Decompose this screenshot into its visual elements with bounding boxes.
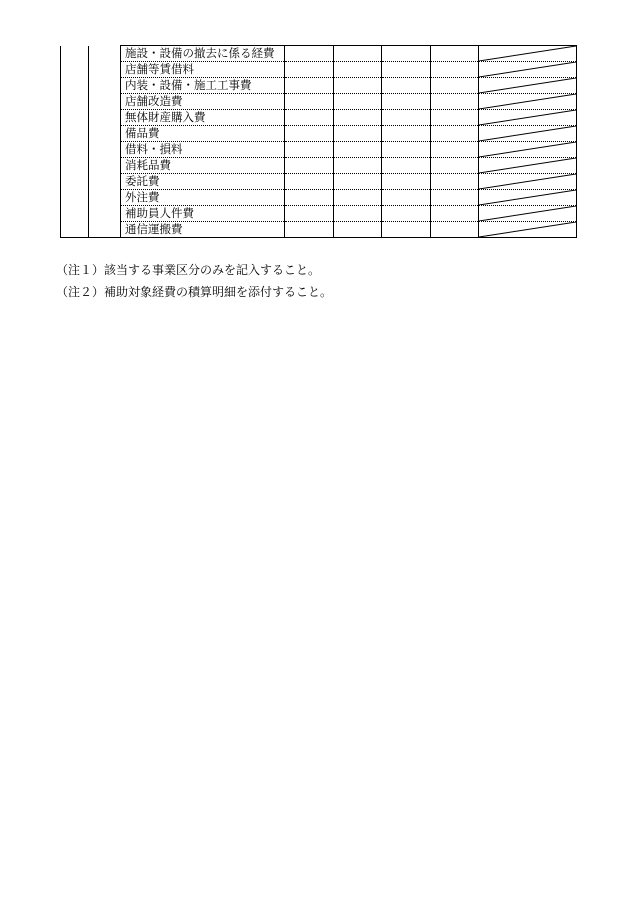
diagonal-cell [479,206,577,222]
table-row [61,126,577,142]
diagonal-cell [479,222,577,238]
subcategory-cell [89,46,121,62]
amount-cell[interactable] [285,174,334,190]
expense-label: 消耗品費 [121,158,285,174]
expense-label: 借料・損料 [121,142,285,158]
diagonal-line [479,190,576,205]
category-cell [61,62,89,78]
table-row [61,158,577,174]
amount-cell[interactable] [334,222,382,238]
diagonal-cell [479,46,577,62]
amount-cell[interactable] [431,190,479,206]
amount-cell[interactable] [431,126,479,142]
diagonal-cell [479,94,577,110]
category-cell [61,94,89,110]
subcategory-cell [89,190,121,206]
expense-label: 内装・設備・施工工事費 [121,78,285,94]
subcategory-cell [89,142,121,158]
diagonal-line [479,78,576,93]
amount-cell[interactable] [334,94,382,110]
subcategory-cell [89,94,121,110]
diagonal-line [479,110,576,125]
amount-cell[interactable] [334,46,382,62]
expense-label: 委託費 [121,174,285,190]
amount-cell[interactable] [285,126,334,142]
amount-cell[interactable] [285,142,334,158]
amount-cell[interactable] [285,190,334,206]
amount-cell[interactable] [382,46,431,62]
category-cell [61,78,89,94]
diagonal-line [479,126,576,141]
table-row [61,174,577,190]
expense-label: 無体財産購入費 [121,110,285,126]
expense-table [60,45,577,238]
amount-cell[interactable] [431,222,479,238]
notes [56,259,332,303]
expense-table-section [60,45,577,238]
diagonal-line [479,158,576,173]
category-cell [61,46,89,62]
amount-cell[interactable] [285,110,334,126]
diagonal-cell [479,158,577,174]
category-cell [61,190,89,206]
subcategory-cell [89,110,121,126]
amount-cell[interactable] [382,158,431,174]
diagonal-cell [479,126,577,142]
expense-label: 施設・設備の撤去に係る経費 [121,46,285,62]
amount-cell[interactable] [334,206,382,222]
amount-cell[interactable] [382,190,431,206]
amount-cell[interactable] [285,158,334,174]
amount-cell[interactable] [382,142,431,158]
table-row [61,190,577,206]
category-cell [61,142,89,158]
amount-cell[interactable] [431,78,479,94]
amount-cell[interactable] [285,78,334,94]
table-row [61,142,577,158]
expense-label: 店舗等賃借料 [121,62,285,78]
diagonal-cell [479,190,577,206]
amount-cell[interactable] [334,142,382,158]
diagonal-line [479,174,576,189]
table-row [61,94,577,110]
subcategory-cell [89,206,121,222]
amount-cell[interactable] [431,62,479,78]
category-cell [61,158,89,174]
category-cell [61,222,89,238]
amount-cell[interactable] [285,62,334,78]
diagonal-cell [479,110,577,126]
category-cell [61,110,89,126]
amount-cell[interactable] [382,174,431,190]
amount-cell[interactable] [431,142,479,158]
amount-cell[interactable] [431,46,479,62]
table-row [61,46,577,62]
amount-cell[interactable] [334,126,382,142]
amount-cell[interactable] [431,158,479,174]
amount-cell[interactable] [382,126,431,142]
note-2: （注２）補助対象経費の積算明細を添付すること。 [56,285,333,299]
expense-label: 備品費 [121,126,285,142]
amount-cell[interactable] [382,62,431,78]
subcategory-cell [89,174,121,190]
category-cell [61,126,89,142]
table-row [61,222,577,238]
diagonal-line [479,222,576,237]
amount-cell[interactable] [334,158,382,174]
subcategory-cell [89,62,121,78]
diagonal-cell [479,62,577,78]
amount-cell[interactable] [285,46,334,62]
diagonal-line [479,206,576,221]
amount-cell[interactable] [431,94,479,110]
diagonal-line [479,94,576,109]
diagonal-line [479,46,576,61]
amount-cell[interactable] [334,78,382,94]
amount-cell[interactable] [431,110,479,126]
amount-cell[interactable] [334,110,382,126]
amount-cell[interactable] [285,222,334,238]
diagonal-cell [479,142,577,158]
table-row [61,78,577,94]
table-row [61,206,577,222]
subcategory-cell [89,158,121,174]
subcategory-cell [89,222,121,238]
amount-cell[interactable] [382,222,431,238]
table-row [61,62,577,78]
amount-cell[interactable] [334,190,382,206]
note-1: （注１）該当する事業区分のみを記入すること。 [56,263,321,277]
subcategory-cell [89,126,121,142]
subcategory-cell [89,78,121,94]
category-cell [61,174,89,190]
diagonal-line [479,142,576,157]
amount-cell[interactable] [382,110,431,126]
amount-cell[interactable] [285,94,334,110]
amount-cell[interactable] [431,174,479,190]
amount-cell[interactable] [431,206,479,222]
category-cell [61,206,89,222]
amount-cell[interactable] [382,78,431,94]
amount-cell[interactable] [382,206,431,222]
expense-label: 店舗改造費 [121,94,285,110]
expense-label: 補助員人件費 [121,206,285,222]
diagonal-cell [479,174,577,190]
expense-label: 外注費 [121,190,285,206]
diagonal-line [479,62,576,77]
amount-cell[interactable] [382,94,431,110]
diagonal-cell [479,78,577,94]
amount-cell[interactable] [285,206,334,222]
table-row [61,110,577,126]
expense-label: 通信運搬費 [121,222,285,238]
amount-cell[interactable] [334,174,382,190]
amount-cell[interactable] [334,62,382,78]
